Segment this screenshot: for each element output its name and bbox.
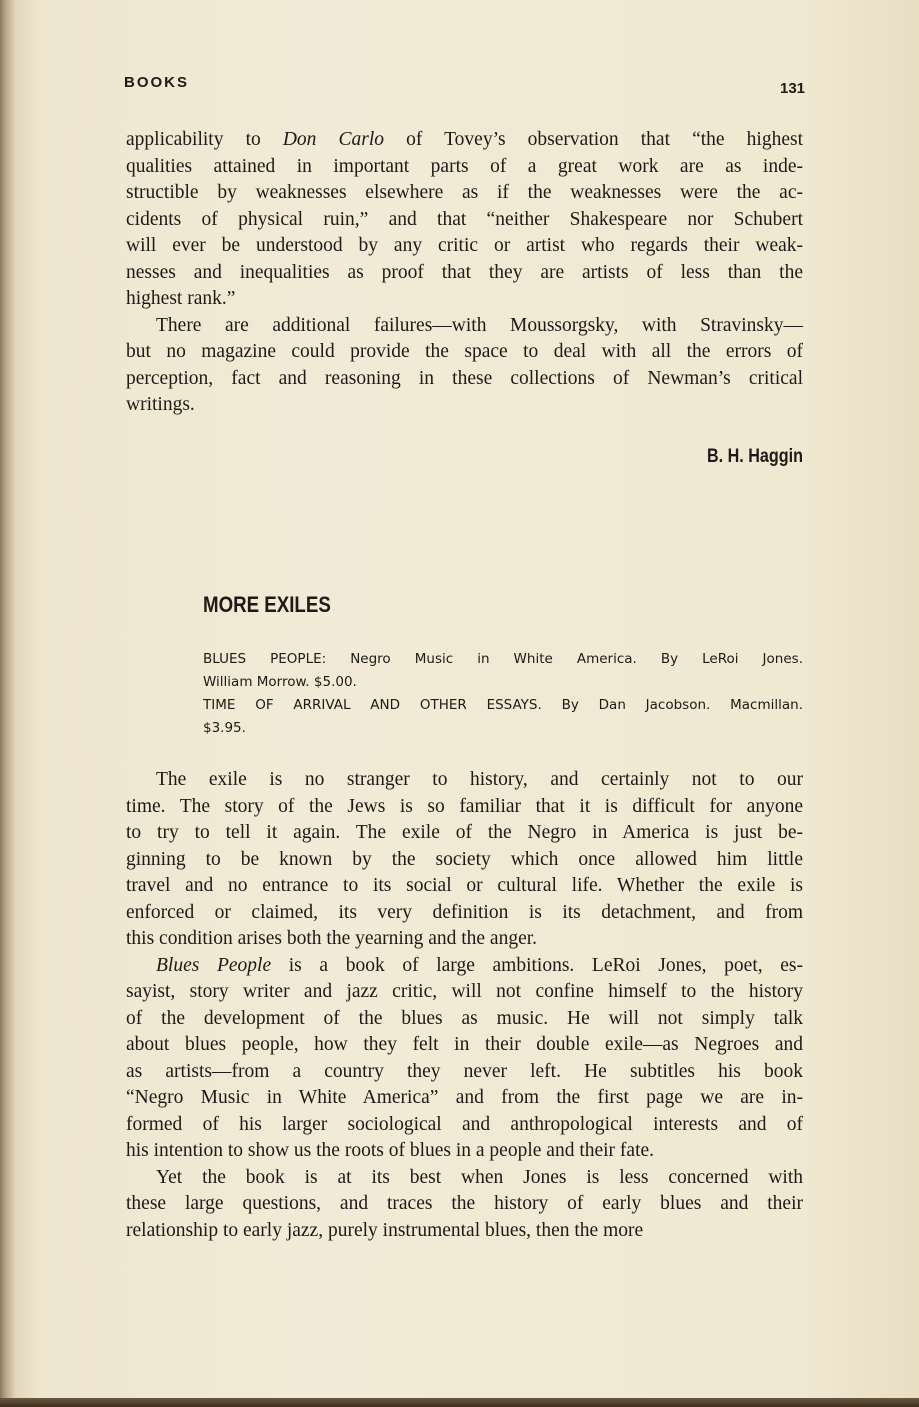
page-bottom-edge bbox=[0, 1398, 919, 1407]
text-segment: structible by weaknesses elsewhere as if the weaknesses were the ac- bbox=[126, 182, 803, 203]
text-segment: to try to tell it again. The exile of the Negro in America is just be- bbox=[126, 822, 803, 843]
text-line bbox=[126, 180, 803, 207]
text-line bbox=[126, 260, 803, 287]
text-line bbox=[126, 953, 803, 980]
text-segment: There are additional failures—with Moussorgsky, with Stravinsky— bbox=[156, 314, 803, 336]
text-segment: time. The story of the Jews is so familiar that it is difficult for anyone bbox=[126, 795, 803, 817]
text-line bbox=[126, 979, 803, 1006]
text-segment: cidents of physical ruin,” and that “neither Shakespeare nor Schubert bbox=[126, 208, 803, 230]
text-segment: highest rank.” bbox=[126, 288, 236, 309]
text-line bbox=[126, 1006, 803, 1033]
text-line bbox=[126, 286, 803, 313]
review-2-body bbox=[126, 767, 803, 1244]
text-segment: this condition arises both the yearning and the anger. bbox=[126, 928, 538, 949]
text-line bbox=[126, 233, 803, 260]
text-segment: these large questions, and traces the history of early blues and their bbox=[126, 1193, 803, 1214]
text-segment: nesses and inequalities as proof that they are artists of less than the bbox=[126, 261, 803, 283]
book-citation-line: TIME OF ARRIVAL AND OTHER ESSAYS. By Dan Jacobson. Macmillan. bbox=[203, 697, 803, 713]
text-line bbox=[126, 900, 803, 927]
text-segment: formed of his larger sociological and anthropological interests and of bbox=[126, 1113, 803, 1135]
text-segment: of Tovey’s observation that “the highest bbox=[384, 129, 803, 150]
text-line bbox=[126, 1138, 803, 1165]
text-line bbox=[126, 873, 803, 900]
text-line bbox=[126, 1085, 803, 1112]
text-line bbox=[126, 154, 803, 181]
text-line bbox=[126, 392, 803, 419]
text-line bbox=[126, 127, 803, 154]
text-segment: qualities attained in important parts of a great work are as inde- bbox=[126, 155, 803, 177]
text-line bbox=[126, 1165, 803, 1192]
text-segment: is a book of large ambitions. LeRoi Jones, poet, es- bbox=[271, 954, 803, 976]
text-segment: as artists—from a country they never left. He subtitles his book bbox=[126, 1060, 803, 1082]
text-segment: enforced or claimed, its very definition is its detachment, and from bbox=[126, 901, 803, 923]
text-segment: writings. bbox=[126, 394, 195, 415]
text-line bbox=[126, 366, 803, 393]
text-line bbox=[126, 1218, 803, 1245]
text-segment: his intention to show us the roots of blues in a people and their fate. bbox=[126, 1140, 655, 1161]
text-line bbox=[126, 926, 803, 953]
text-line bbox=[126, 1191, 803, 1218]
italic-title: Blues People bbox=[156, 954, 272, 976]
text-line bbox=[126, 767, 803, 794]
text-segment: of the development of the blues as music. He will not simply talk bbox=[126, 1007, 803, 1029]
book-citation-line: BLUES PEOPLE: Negro Music in White America. By LeRoi Jones. bbox=[203, 651, 803, 667]
text-segment: “Negro Music in White America” and from the first page we are in- bbox=[126, 1087, 803, 1108]
text-line bbox=[126, 847, 803, 874]
text-segment: ginning to be known by the society which once allowed him little bbox=[126, 848, 803, 870]
review-heading: MORE EXILES bbox=[203, 592, 331, 617]
text-segment: travel and no entrance to its social or cultural life. Whether the exile is bbox=[126, 875, 803, 896]
text-line bbox=[126, 339, 803, 366]
text-segment: but no magazine could provide the space to deal with all the errors of bbox=[126, 341, 803, 362]
text-line bbox=[126, 794, 803, 821]
text-segment: Yet the book is at its best when Jones is less concerned with bbox=[156, 1166, 803, 1188]
text-line bbox=[126, 820, 803, 847]
text-segment: will ever be understood by any critic or artist who regards their weak- bbox=[126, 235, 803, 256]
reviewer-signature: B. H. Haggin bbox=[706, 446, 803, 467]
book-citations bbox=[203, 648, 803, 740]
book-citation-line: William Morrow. $5.00. bbox=[203, 674, 357, 690]
text-segment: The exile is no stranger to history, and certainly not to our bbox=[156, 769, 803, 790]
book-citation-line: $3.95. bbox=[203, 720, 246, 736]
text-segment: applicability to bbox=[126, 129, 283, 150]
text-segment: perception, fact and reasoning in these collections of Newman’s critical bbox=[126, 367, 803, 389]
review-1-body bbox=[126, 127, 803, 419]
italic-title: Don Carlo bbox=[282, 129, 385, 150]
text-line bbox=[126, 1059, 803, 1086]
text-line bbox=[126, 1112, 803, 1139]
text-segment: about blues people, how they felt in their double exile—as Negroes and bbox=[126, 1034, 803, 1055]
text-line bbox=[126, 1032, 803, 1059]
running-head: BOOKS bbox=[124, 74, 190, 91]
text-line bbox=[126, 207, 803, 234]
text-segment: sayist, story writer and jazz critic, will not confine himself to the history bbox=[126, 981, 803, 1002]
page-number: 131 bbox=[780, 80, 806, 97]
text-segment: relationship to early jazz, purely instrumental blues, then the more bbox=[126, 1219, 644, 1241]
text-line bbox=[126, 313, 803, 340]
